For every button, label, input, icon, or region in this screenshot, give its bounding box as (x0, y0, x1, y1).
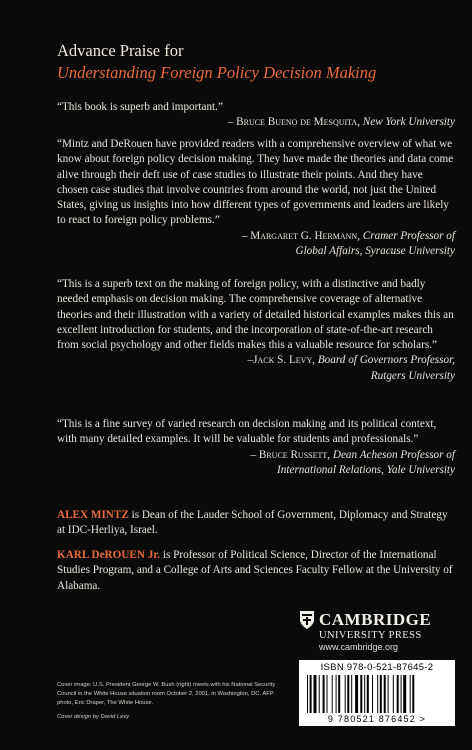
attribution-dash: – (250, 448, 259, 461)
publisher-name: CAMBRIDGE (319, 610, 432, 629)
barcode-bar (314, 675, 317, 713)
cover-image-credit: Cover image: U.S. President George W. Bush (right) meets with his National Security Council in the White House situation room October 2, 2001, in Washington, DC. AFP photo, Eric Draper, The White House. (57, 682, 276, 706)
praise-quote-3 (57, 277, 455, 384)
praise-heading (57, 40, 457, 84)
barcode-bar (347, 675, 349, 713)
cambridge-shield-icon (299, 610, 315, 630)
quote-attribution (57, 229, 455, 244)
quote-affiliation: New York University (362, 116, 455, 129)
barcode-bar (364, 675, 365, 713)
quote-attribution (57, 353, 455, 368)
barcode-bar (338, 675, 340, 713)
attribution-sep: , (327, 448, 333, 461)
barcode-bar (355, 675, 358, 713)
publisher-subname: UNIVERSITY PRESS (319, 630, 422, 641)
author-name: KARL DeROUEN Jr. (57, 549, 161, 561)
quote-author: Margaret G. Hermann (250, 229, 358, 242)
quote-text: “This is a superb text on the making of foreign policy, with a distinctive and badly needed emphasis on decision making. The comprehensive coverage of alternative theories and their illustration with a variety of detailed historical examples makes this an excellent introduction for students, and the incorporation of state-of-the-art research from social psychology and other fields makes this a valuable resource for scholars.” (57, 278, 454, 352)
quote-affiliation-line2: Rutgers University (370, 369, 455, 382)
quote-text: “Mintz and DeRouen have provided readers with a comprehensive overview of what we know about foreign policy decision making. They have made the theories and data come alive through their deft use of case studies to illustrate their points. And they have chosen case studies that involve countries from around the world, not just the United States, giving us insights into how different types of governments and leaders are likely to react to foreign policy problems.” (57, 138, 454, 227)
praise-heading-line1: Advance Praise for (57, 41, 184, 60)
quote-attribution (57, 115, 455, 130)
author-bio-1 (57, 508, 455, 539)
attribution-dash: – (247, 354, 254, 367)
praise-quote-1 (57, 100, 455, 131)
barcode-bar (393, 675, 394, 713)
author-bio-text: is Dean of the Lauder School of Government, Diplomacy and Strategy at IDC-Herliya, Israel. (57, 509, 448, 537)
praise-quote-4 (57, 417, 455, 478)
cover-design-credit: Cover design by David Levy (57, 714, 130, 720)
barcode-bar (372, 675, 373, 713)
barcode-bar (360, 675, 362, 713)
isbn-label: ISBN 978-0-521-87645-2 (320, 662, 434, 673)
barcode-bar (377, 675, 378, 713)
barcode-bar (336, 675, 337, 713)
quote-affiliation: Dean Acheson Professor of (332, 448, 455, 461)
barcode-bar (367, 675, 369, 713)
barcode-bar (327, 675, 328, 713)
book-title: Understanding Foreign Policy Decision Making (57, 63, 377, 82)
barcode-bar (401, 675, 402, 713)
quote-affiliation-line2: Global Affairs, Syracuse University (295, 245, 455, 258)
barcode-digits: 9 780521 876452 > (327, 714, 427, 724)
praise-quote-2 (57, 137, 455, 259)
barcode-bar (384, 675, 386, 713)
attribution-sep: , (312, 354, 318, 367)
attribution-dash: – (241, 229, 251, 242)
attribution-sep: , (357, 116, 363, 129)
quote-author: Bruce Bueno de Mesquita (236, 116, 358, 129)
author-bio-text: is Professor of Political Science, Director of the International Studies Program, and a College of Arts and Sciences Faculty Fellow at the University of Alabama. (57, 549, 453, 592)
isbn-barcode (299, 660, 455, 726)
quote-text: “This book is superb and important.” (57, 101, 223, 113)
attribution-dash: – (227, 116, 237, 129)
barcode-icon (307, 675, 447, 713)
barcode-bar (388, 675, 389, 713)
barcode-bar (310, 675, 312, 713)
barcode-bar (412, 675, 414, 713)
author-bio-2 (57, 548, 455, 594)
quote-affiliation-line2: International Relations, Yale University (277, 463, 455, 476)
quote-author: Jack S. Levy (253, 354, 313, 367)
barcode-bar (345, 675, 346, 713)
barcode-bar (380, 675, 382, 713)
barcode-bar (351, 675, 352, 713)
quote-affiliation: Cramer Professor of (362, 229, 455, 242)
publisher-logo (299, 610, 459, 653)
quote-author: Bruce Russett (258, 448, 328, 461)
barcode-bar (403, 675, 406, 713)
barcode-bar (323, 675, 325, 713)
publisher-logo-row (299, 610, 459, 630)
quote-text: “This is a fine survey of varied research on decision making and its political context, with many detailed examples. It will be valuable for students and professionals.” (57, 418, 437, 446)
publisher-website: www.cambridge.org (319, 642, 399, 652)
author-name: ALEX MINTZ (57, 509, 129, 521)
barcode-bar (332, 675, 333, 713)
quote-affiliation: Board of Governors Professor, (317, 354, 455, 367)
barcode-bar (410, 675, 411, 713)
barcode-bar (319, 675, 320, 713)
barcode-bar (397, 675, 399, 713)
quote-attribution (57, 448, 455, 463)
attribution-sep: , (357, 229, 363, 242)
barcode-bar (307, 675, 308, 713)
